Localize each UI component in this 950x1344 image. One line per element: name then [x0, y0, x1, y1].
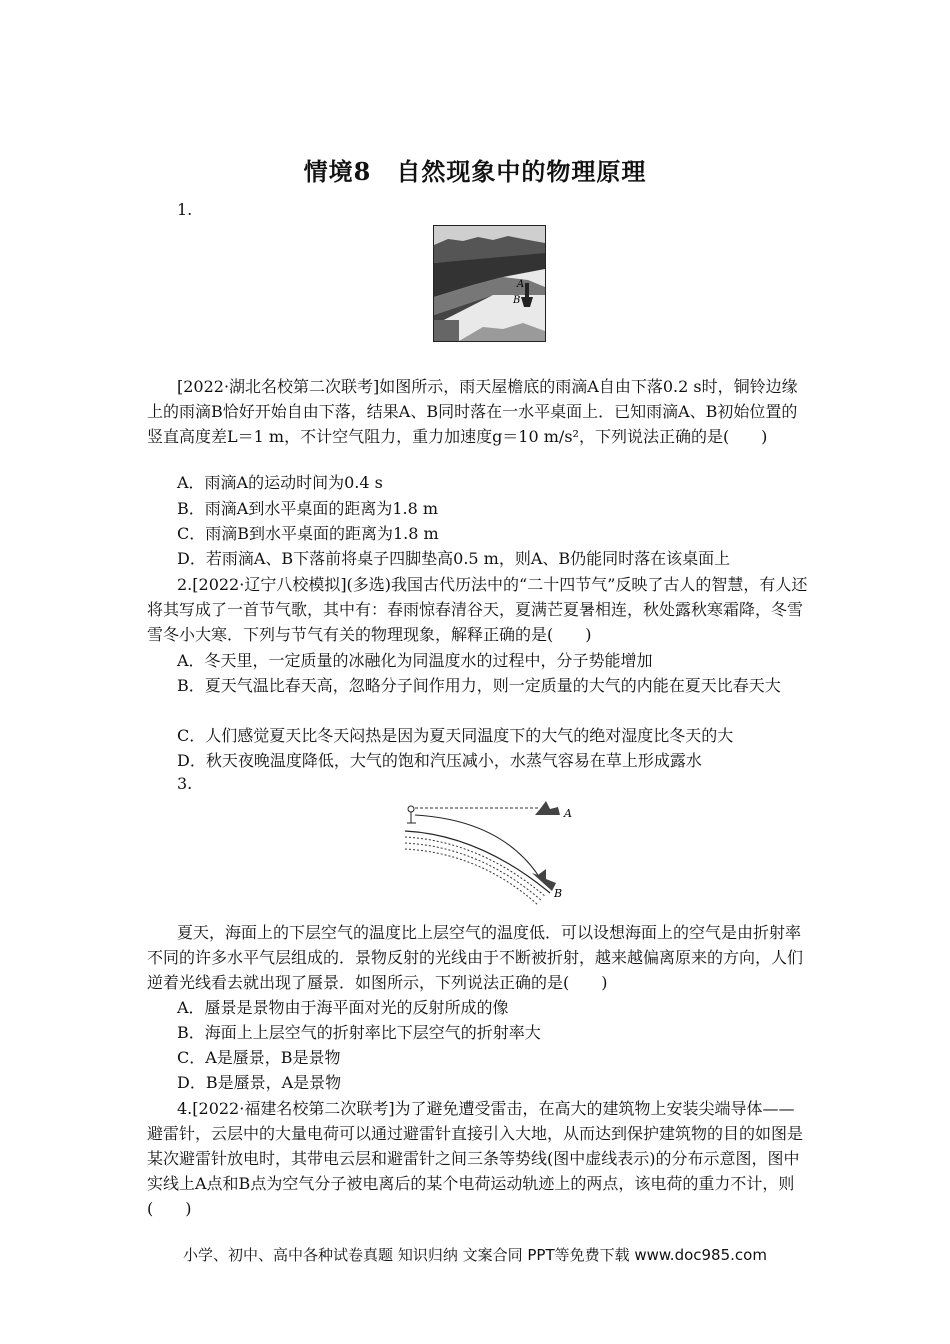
q2-option-d: D．秋天夜晚温度降低，大气的饱和汽压减小，水蒸气容易在草上形成露水 [177, 751, 702, 770]
q3-option-b: B．海面上上层空气的折射率比下层空气的折射率大 [177, 1023, 541, 1042]
q1-number: 1. [177, 200, 193, 219]
q2-stem: 2.[2022·辽宁八校模拟](多选)我国古代历法中的“二十四节气”反映了古人的智慧，有人还将其写成了一首节气歌，其中有：春雨惊春清谷天，夏满芒夏暑相连，秋处露秋寒霜降，冬雪雪冬小大寒．下列与节气有关的物理现象，解释正确的是( ) [147, 575, 808, 644]
q3-stem: 夏天，海面上的下层空气的温度比上层空气的温度低．可以设想海面上的空气是由折射率不同的许多水平气层组成的．景物反射的光线由于不断被折射，越来越偏离原来的方向，人们逆着光线看去就出现了蜃景．如图所示，下列说法正确的是( ) [147, 923, 804, 992]
q1-label-b: B [513, 295, 521, 306]
q4-stem: 4.[2022·福建名校第二次联考]为了避免遭受雷击，在高大的建筑物上安装尖端导体——避雷针，云层中的大量电荷可以通过避雷针直接引入大地，从而达到保护建筑物的目的如图是某次避雷针放电时，其带电云层和避雷针之间三条等势线(图中虚线表示)的分布示意图，图中实线上A点和B点为空气分子被电离后的某个电荷运动轨迹上的两点，该电荷的重力不计，则( ) [147, 1099, 804, 1218]
q3-figure-mirage [400, 795, 590, 905]
q3-number: 3. [177, 774, 193, 793]
q3-option-c: C．A是蜃景，B是景物 [177, 1048, 341, 1067]
footer-banner: 小学、初中、高中各种试卷真题 知识归纳 文案合同 PPT等免费下载 www.doc985.com [183, 1246, 767, 1264]
q1-option-d: D．若雨滴A、B下落前将桌子四脚垫高0.5 m，则A、B仍能同时落在该桌面上 [177, 549, 731, 568]
q2-option-a: A．冬天里，一定质量的冰融化为同温度水的过程中，分子势能增加 [177, 651, 653, 670]
q2-option-b: B．夏天气温比春天高，忽略分子间作用力，则一定质量的大气的内能在夏天比春天大 [177, 676, 781, 695]
q1-option-c: C．雨滴B到水平桌面的距离为1.8 m [177, 524, 439, 543]
q3-option-a: A．蜃景是景物由于海平面对光的反射所成的像 [177, 998, 509, 1017]
q2-option-c: C．人们感觉夏天比冬天闷热是因为夏天同温度下的大气的绝对湿度比冬天的大 [177, 726, 734, 745]
q1-stem: [2022·湖北名校第二次联考]如图所示，雨天屋檐底的雨滴A自由下落0.2 s时，铜铃边缘上的雨滴B恰好开始自由下落，结果A、B同时落在一水平桌面上．已知雨滴A、B初始位置的竖直高度差L＝1 m，不计空气阻力，重力加速度g＝10 m/s²，下列说法正确的是( ) [147, 377, 798, 446]
q1-option-a: A．雨滴A的运动时间为0.4 s [177, 473, 383, 492]
q3-label-a: A [564, 807, 572, 820]
q1-option-b: B．雨滴A到水平桌面的距离为1.8 m [177, 499, 439, 518]
page-title: 情境8 自然现象中的物理原理 [303, 157, 647, 186]
q1-figure-eaves [433, 225, 546, 342]
q3-option-d: D．B是蜃景，A是景物 [177, 1073, 342, 1092]
q1-label-a: A [517, 279, 525, 290]
q3-label-b: B [554, 887, 563, 900]
